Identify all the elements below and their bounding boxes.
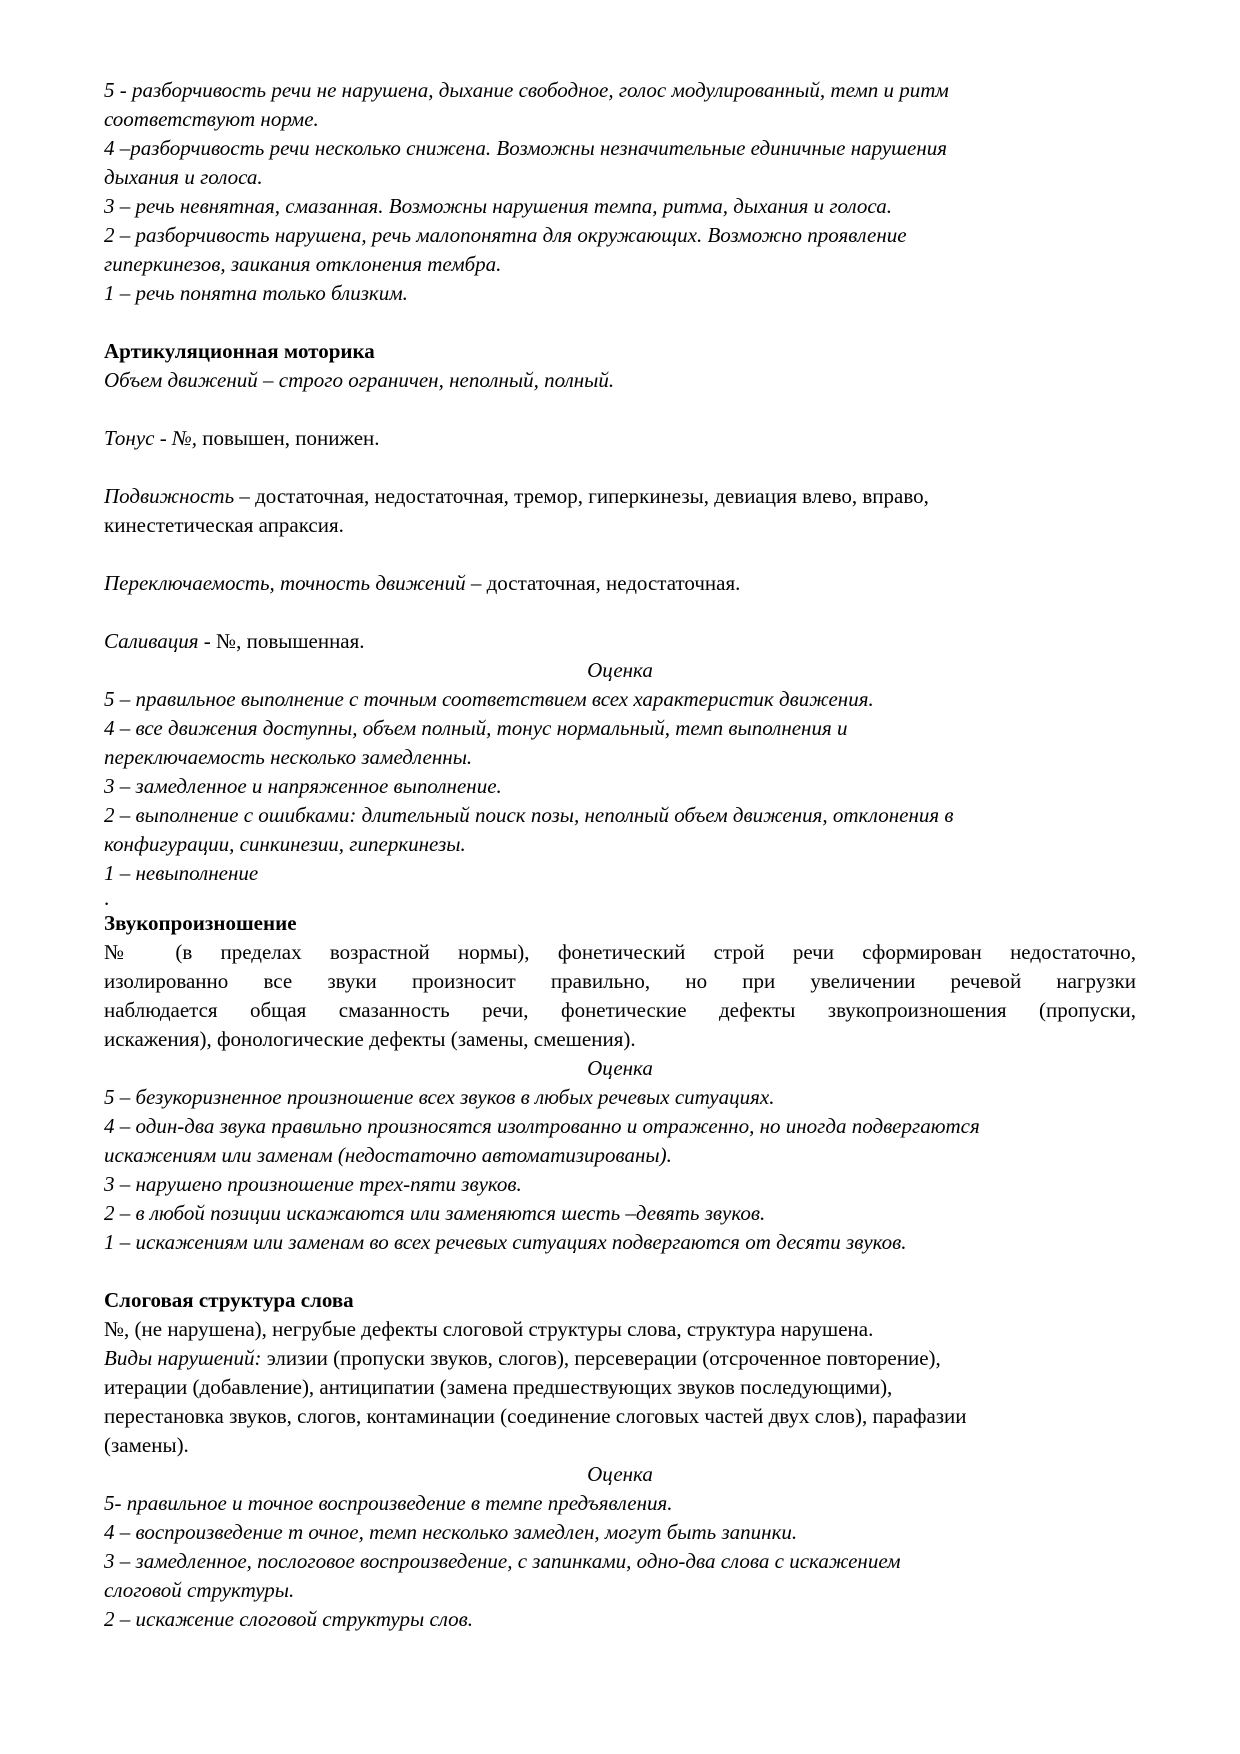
- spacer: [104, 308, 1136, 337]
- switch-label: Переключаемость, точность движений: [104, 571, 466, 595]
- syllable-score-list: [104, 1489, 1136, 1634]
- sound-score-list: [104, 1083, 1136, 1257]
- volume-line: Объем движений – строго ограничен, неполный, полный.: [104, 368, 615, 392]
- score-title: Оценка: [587, 658, 653, 682]
- score-line: 1 – невыполнение: [104, 861, 259, 885]
- mobility-line-2: кинестетическая апраксия.: [104, 513, 344, 537]
- sound-section: [104, 909, 1136, 1257]
- score-line: 4 – один-два звука правильно произносятся изолтрованно и отраженно, но иногда подвергаются: [104, 1114, 980, 1138]
- score-line: искажениям или заменам (недостаточно автоматизированы).: [104, 1143, 672, 1167]
- tonus-line: [104, 424, 1136, 453]
- tonus-label: Тонус - №,: [104, 426, 198, 450]
- types-line: [104, 1344, 1136, 1373]
- score-line: 3 – замедленное, послоговое воспроизведение, с запинками, одно-два слова с искажением: [104, 1549, 901, 1573]
- paragraph-line: изолированно все звуки произносит правильно, но при увеличении речевой нагрузки: [104, 969, 1136, 993]
- switch-text: – достаточная, недостаточная.: [465, 571, 741, 595]
- syllable-line: №, (не нарушена), негрубые дефекты слоговой структуры слова, структура нарушена.: [104, 1317, 874, 1341]
- scale-line: дыхания и голоса.: [104, 165, 263, 189]
- types-text: элизии (пропуски звуков, слогов), персеверации (отсроченное повторение),: [261, 1346, 941, 1370]
- score-line: 4 – воспроизведение т очное, темп несколько замедлен, могут быть запинки.: [104, 1520, 798, 1544]
- section-heading: Слоговая структура слова: [104, 1288, 354, 1312]
- score-line: 2 – искажение слоговой структуры слов.: [104, 1607, 474, 1631]
- score-title: Оценка: [587, 1462, 653, 1486]
- types-line: перестановка звуков, слогов, контаминации (соединение слоговых частей двух слов), парафазии: [104, 1404, 967, 1428]
- mobility-text: – достаточная, недостаточная, тремор, гиперкинезы, девиация влево, вправо,: [234, 484, 929, 508]
- section-heading: Звукопроизношение: [104, 911, 297, 935]
- score-line: 1 – искажениям или заменам во всех речевых ситуациях подвергаются от десяти звуков.: [104, 1230, 907, 1254]
- spacer: [104, 540, 1136, 569]
- mobility-label: Подвижность: [104, 484, 235, 508]
- score-line: 5 – правильное выполнение с точным соответствием всех характеристик движения.: [104, 687, 874, 711]
- spacer: [104, 598, 1136, 627]
- types-line: (замены).: [104, 1433, 189, 1457]
- saliva-label: Саливация: [104, 629, 199, 653]
- score-line: конфигурации, синкинезии, гиперкинезы.: [104, 832, 466, 856]
- score-title: Оценка: [587, 1056, 653, 1080]
- scale-line: 4 –разборчивость речи несколько снижена. Возможны незначительные единичные нарушения: [104, 136, 948, 160]
- score-line: 3 – замедленное и напряженное выполнение.: [104, 774, 502, 798]
- types-label: Виды нарушений:: [104, 1346, 262, 1370]
- tonus-text: повышен, понижен.: [197, 426, 380, 450]
- paragraph-line: искажения), фонологические дефекты (замены, смешения).: [104, 1027, 636, 1051]
- score-line: слоговой структуры.: [104, 1578, 295, 1602]
- scale-line: 1 – речь понятна только близким.: [104, 281, 408, 305]
- score-line: 2 – в любой позиции искажаются или заменяются шесть –девять звуков.: [104, 1201, 766, 1225]
- score-line: переключаемость несколько замедленны.: [104, 745, 473, 769]
- score-line: 5 – безукоризненное произношение всех звуков в любых речевых ситуациях.: [104, 1085, 775, 1109]
- spacer: [104, 453, 1136, 482]
- spacer: [104, 395, 1136, 424]
- spacer: [104, 1257, 1136, 1286]
- saliva-line: [104, 627, 1136, 656]
- saliva-text: - №, повышенная.: [198, 629, 365, 653]
- syllable-section: [104, 1286, 1136, 1634]
- types-line: итерации (добавление), антиципатии (замена предшествующих звуков последующими),: [104, 1375, 893, 1399]
- score-line: 2 – выполнение с ошибками: длительный поиск позы, неполный объем движения, отклонения в: [104, 803, 954, 827]
- articulation-score-list: [104, 685, 1136, 888]
- section-heading: Артикуляционная моторика: [104, 339, 375, 363]
- paragraph-line: № (в пределах возрастной нормы), фонетический строй речи сформирован недостаточно,: [104, 940, 1136, 964]
- mobility-line: [104, 482, 1136, 511]
- scale-line: соответствуют норме.: [104, 107, 319, 131]
- score-line: 5- правильное и точное воспроизведение в темпе предъявления.: [104, 1491, 673, 1515]
- scale-line: 5 - разборчивость речи не нарушена, дыхание свободное, голос модулированный, темп и ритм: [104, 78, 949, 102]
- intelligibility-scale: [104, 76, 1136, 308]
- articulation-section: [104, 337, 1136, 909]
- switch-line: [104, 569, 1136, 598]
- score-line: 3 – нарушено произношение трех-пяти звуков.: [104, 1172, 522, 1196]
- scale-line: 3 – речь невнятная, смазанная. Возможны нарушения темпа, ритма, дыхания и голоса.: [104, 194, 892, 218]
- scale-line: гиперкинезов, заикания отклонения тембра.: [104, 252, 502, 276]
- stray-dot: .: [104, 886, 110, 910]
- paragraph-line: наблюдается общая смазанность речи, фонетические дефекты звукопроизношения (пропуски,: [104, 998, 1136, 1022]
- scale-line: 2 – разборчивость нарушена, речь малопонятна для окружающих. Возможно проявление: [104, 223, 907, 247]
- score-line: 4 – все движения доступны, объем полный, тонус нормальный, темп выполнения и: [104, 716, 848, 740]
